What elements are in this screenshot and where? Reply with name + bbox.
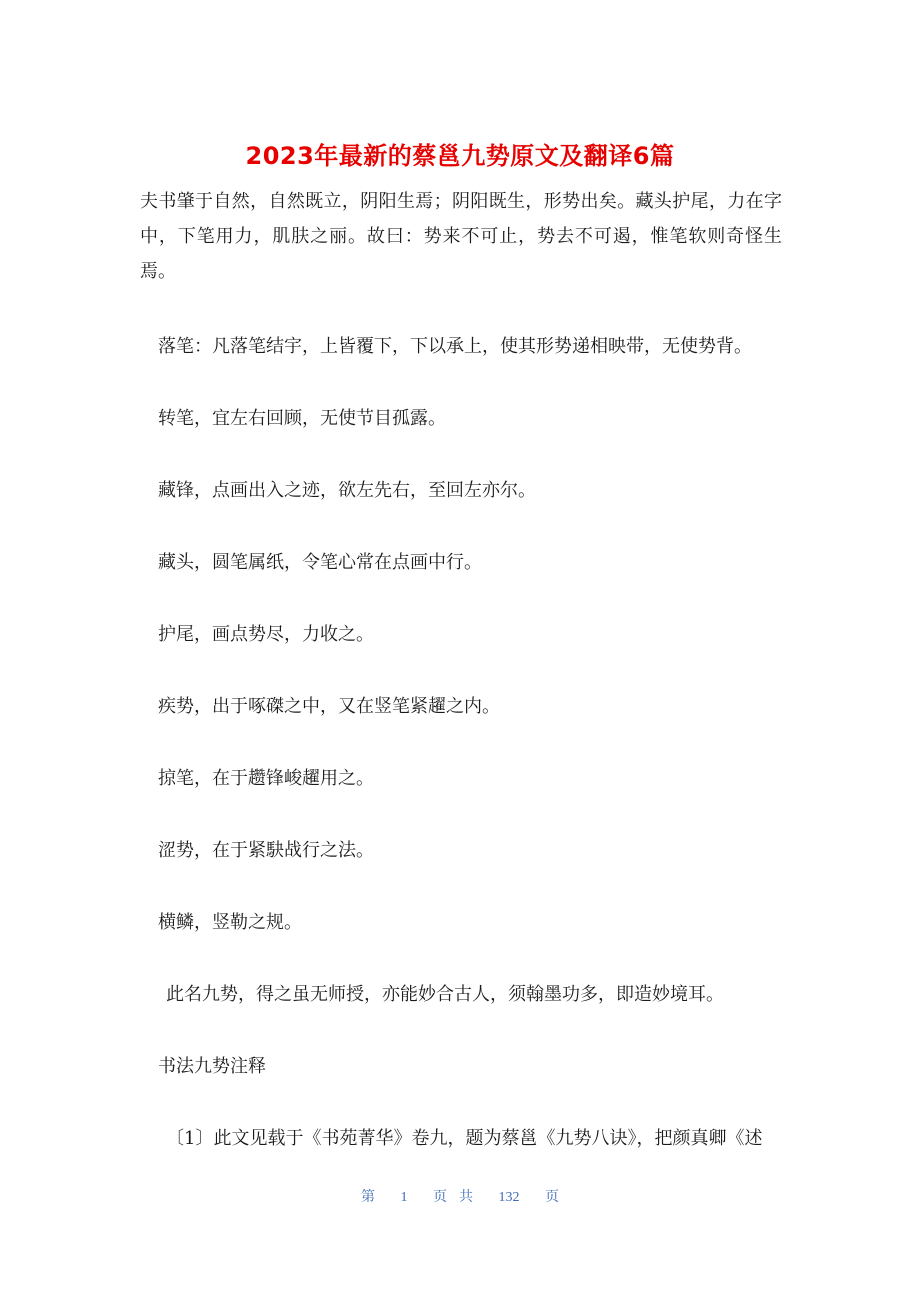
section-heading-notes: 书法九势注释	[158, 1056, 266, 1077]
paragraph-huwei: 护尾，画点势尽，力收之。	[158, 624, 374, 645]
footer-total-label: 共	[459, 1190, 473, 1205]
footer-total-unit: 页	[545, 1190, 559, 1205]
intro-paragraph: 夫书肇于自然，自然既立，阴阳生焉；阴阳既生，形势出矣。藏头护尾，力在字中，下笔用力，肌肤之丽。故曰：势来不可止，势去不可遏，惟笔软则奇怪生焉。	[140, 191, 782, 282]
footer-total-pages: 132	[498, 1190, 520, 1205]
paragraph-luobi: 落笔：凡落笔结宇，上皆覆下，下以承上，使其形势递相映带，无使势背。	[158, 336, 752, 357]
paragraph-cangtou: 藏头，圆笔属纸，令笔心常在点画中行。	[158, 552, 482, 573]
document-title: 2023年最新的蔡邕九势原文及翻译6篇	[245, 142, 675, 170]
paragraph-zhuanbi: 转笔，宜左右回顾，无使节目孤露。	[158, 408, 446, 429]
paragraph-henglin: 横鳞，竖勒之规。	[158, 912, 302, 933]
footer-page-number: 1	[400, 1190, 408, 1205]
paragraph-cangfeng: 藏锋，点画出入之迹，欲左先右，至回左亦尔。	[158, 480, 536, 501]
paragraph-summary: 此名九势，得之虽无师授，亦能妙合古人，须翰墨功多，即造妙境耳。	[166, 984, 724, 1005]
footer-page-label: 第	[361, 1190, 375, 1205]
paragraph-lüebi: 掠笔，在于趱锋峻趯用之。	[158, 768, 374, 789]
footer-page-unit: 页	[433, 1190, 447, 1205]
page-footer	[0, 1186, 920, 1210]
paragraph-seshi: 涩势，在于紧駃战行之法。	[158, 840, 374, 861]
note-1: 〔1〕此文见载于《书苑菁华》卷九，题为蔡邕《九势八诀》，把颜真卿《述	[166, 1128, 763, 1149]
paragraph-jishi: 疾势，出于啄磔之中，又在竖笔紧趯之内。	[158, 696, 500, 717]
